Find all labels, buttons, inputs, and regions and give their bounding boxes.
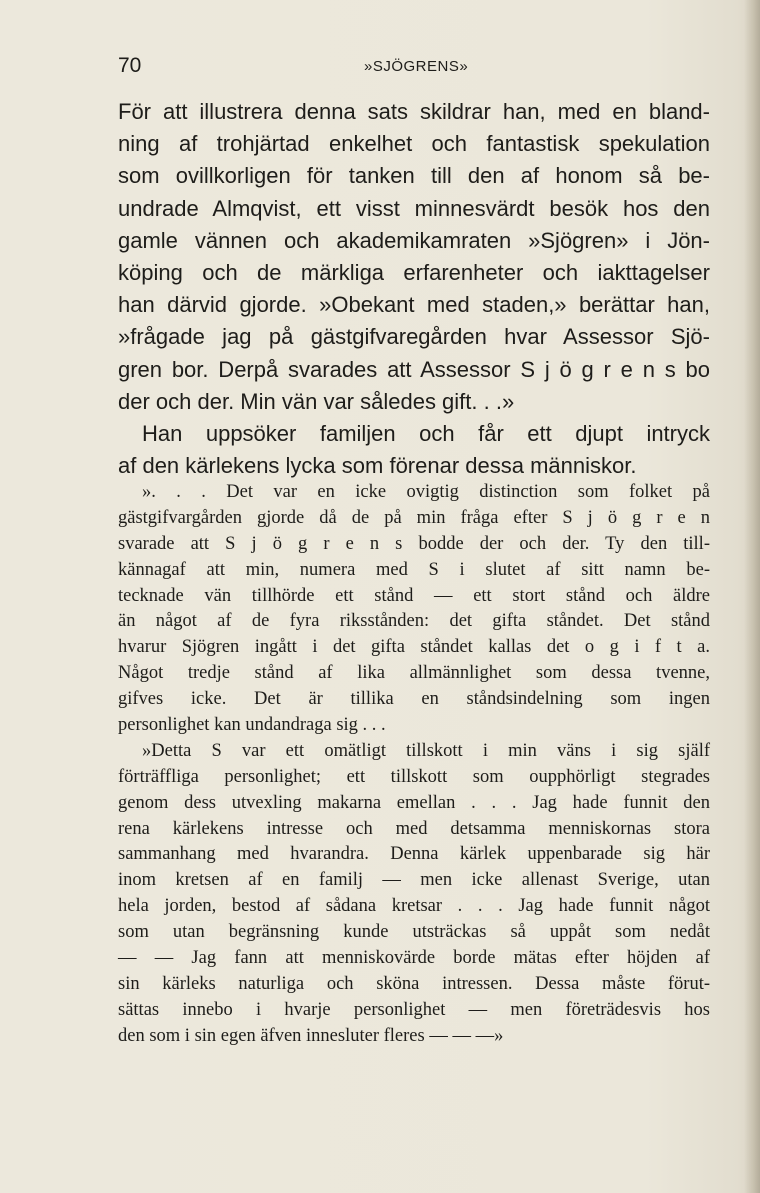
main-paragraph bbox=[118, 96, 710, 482]
running-head: »SJÖGRENS» bbox=[364, 58, 469, 75]
text-line: af den kärlekens lycka som förenar dessa människor. bbox=[118, 453, 637, 479]
text-line: gren bor. Derpå svarades att Assessor S j ö g r e n s bo bbox=[118, 356, 710, 382]
quote-line: sättas innebo i hvarje personlighet — men företrädesvis hos bbox=[118, 999, 710, 1020]
quote-line: genom dess utvexling makarna emellan . . . Jag hade funnit den bbox=[118, 792, 710, 813]
text-line: ning af trohjärtad enkelhet och fantastisk spekulation bbox=[118, 131, 710, 157]
quote-line: rena kärlekens intresse och med detsamma menniskornas stora bbox=[118, 818, 710, 839]
text-line: För att illustrera denna sats skildrar han, med en bland- bbox=[118, 99, 710, 124]
quote-line: gästgifvargården gjorde då de på min fråga efter S j ö g r e n bbox=[118, 507, 710, 528]
quote-line: hvarur Sjögren ingått i det gifta ståndet kallas det o g i f t a. bbox=[118, 637, 710, 658]
quote-line: — — Jag fann att menniskovärde borde mätas efter höjden af bbox=[118, 948, 710, 969]
text-line: köping och de märkliga erfarenheter och iakttagelser bbox=[118, 259, 710, 285]
quote-line: Något tredje stånd af lika allmännlighet som dessa tvenne, bbox=[118, 663, 710, 684]
quote-line: inom kretsen af en familj — men icke allenast Sverige, utan bbox=[118, 870, 710, 891]
quote-line: tecknade vän tillhörde ett stånd — ett stort stånd och äldre bbox=[118, 585, 710, 606]
quote-line: »Detta S var ett omätligt tillskott i min väns i sig själf bbox=[142, 740, 710, 761]
page-number: 70 bbox=[118, 54, 142, 77]
quote-line: svarade att S j ö g r e n s bodde der och der. Ty den till- bbox=[118, 533, 710, 554]
quote-line: den som i sin egen äfven innesluter fleres — — —» bbox=[118, 1025, 504, 1046]
quote-line: förträffliga personlighet; ett tillskott som oupphörligt stegrades bbox=[118, 766, 710, 787]
text-line: gamle vännen och akademikamraten »Sjögren» i Jön- bbox=[118, 227, 710, 253]
quote-line: kännagaf att min, numera med S i slutet af sitt namn be- bbox=[118, 559, 710, 580]
page-edge-shadow bbox=[744, 0, 760, 1193]
quote-line: ». . . Det var en icke ovigtig distinction som folket på bbox=[142, 482, 710, 502]
quote-line: sin kärleks naturliga och sköna intressen. Dessa måste förut- bbox=[118, 973, 710, 994]
text-line: han därvid gjorde. »Obekant med staden,» berättar han, bbox=[118, 292, 710, 318]
quotation-block bbox=[118, 480, 710, 1050]
quote-line: personlighet kan undandraga sig . . . bbox=[118, 715, 386, 736]
quote-line: som utan begränsning kunde utsträckas så uppåt som nedåt bbox=[118, 922, 710, 943]
page-header bbox=[118, 54, 710, 80]
text-line: der och der. Min vän var således gift. . .» bbox=[118, 388, 515, 414]
text-line: som ovillkorligen för tanken till den af honom så be- bbox=[118, 163, 710, 189]
quote-line: gifves icke. Det är tillika en ståndsindelning som ingen bbox=[118, 689, 710, 710]
quote-line: hela jorden, bestod af sådana kretsar . . . Jag hade funnit något bbox=[118, 896, 710, 917]
text-line: Han uppsöker familjen och får ett djupt intryck bbox=[142, 420, 710, 446]
text-line: undrade Almqvist, ett visst minnesvärdt besök hos den bbox=[118, 195, 710, 221]
text-line: »frågade jag på gästgifvaregården hvar Assessor Sjö- bbox=[118, 324, 710, 350]
quote-line: än något af de fyra riksstånden: det gifta ståndet. Det stånd bbox=[118, 611, 710, 632]
quote-line: sammanhang med hvarandra. Denna kärlek uppenbarade sig här bbox=[118, 844, 710, 865]
